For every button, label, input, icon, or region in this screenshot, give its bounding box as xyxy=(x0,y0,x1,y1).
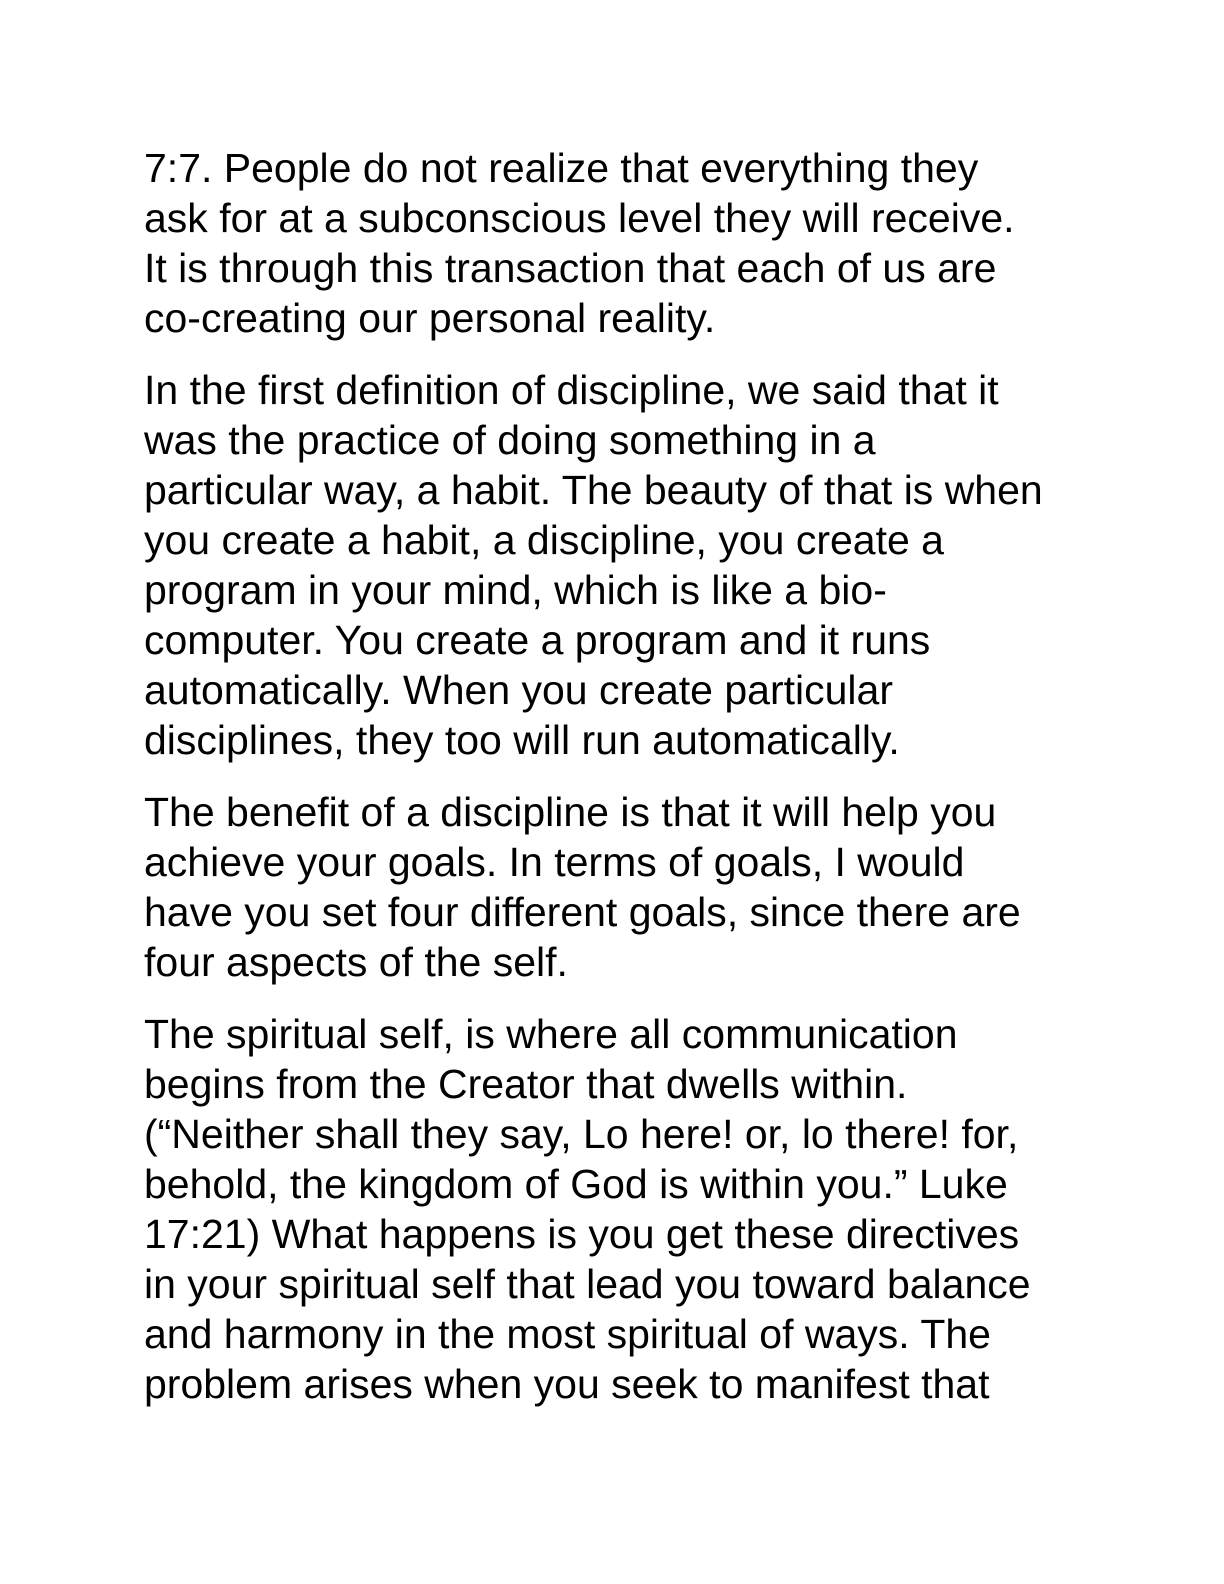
document-body xyxy=(144,143,1104,1431)
paragraph-line: and harmony in the most spiritual of ways. The xyxy=(144,1311,991,1357)
paragraph-line: have you set four different goals, since there are xyxy=(144,889,1021,935)
paragraph-line: achieve your goals. In terms of goals, I would xyxy=(144,839,965,885)
paragraph-line: problem arises when you seek to manifest that xyxy=(144,1361,990,1407)
paragraph-line: It is through this transaction that each of us are xyxy=(144,245,997,291)
paragraph-line: behold, the kingdom of God is within you.” Luke xyxy=(144,1161,1008,1207)
paragraph-line: 7:7. People do not realize that everything they xyxy=(144,145,979,191)
paragraph-line: (“Neither shall they say, Lo here! or, lo there! for, xyxy=(144,1111,1019,1157)
paragraph-line: ask for at a subconscious level they will receive. xyxy=(144,195,1015,241)
paragraph-line: In the first definition of discipline, we said that it xyxy=(144,367,999,413)
paragraph-line: you create a habit, a discipline, you create a xyxy=(144,517,944,563)
paragraph-2 xyxy=(144,365,1104,765)
paragraph-line: in your spiritual self that lead you toward balance xyxy=(144,1261,1031,1307)
paragraph-line: four aspects of the self. xyxy=(144,939,568,985)
paragraph-line: The benefit of a discipline is that it will help you xyxy=(144,789,997,835)
paragraph-line: program in your mind, which is like a bio- xyxy=(144,567,887,613)
paragraph-1 xyxy=(144,143,1104,343)
paragraph-line: The spiritual self, is where all communication xyxy=(144,1011,958,1057)
paragraph-3 xyxy=(144,787,1104,987)
paragraph-line: co-creating our personal reality. xyxy=(144,295,716,341)
paragraph-line: 17:21) What happens is you get these directives xyxy=(144,1211,1020,1257)
paragraph-line: was the practice of doing something in a xyxy=(144,417,876,463)
paragraph-line: particular way, a habit. The beauty of that is when xyxy=(144,467,1043,513)
paragraph-line: computer. You create a program and it runs xyxy=(144,617,931,663)
paragraph-line: begins from the Creator that dwells within. xyxy=(144,1061,908,1107)
paragraph-line: automatically. When you create particular xyxy=(144,667,893,713)
paragraph-line: disciplines, they too will run automatically. xyxy=(144,717,900,763)
paragraph-4 xyxy=(144,1009,1104,1409)
